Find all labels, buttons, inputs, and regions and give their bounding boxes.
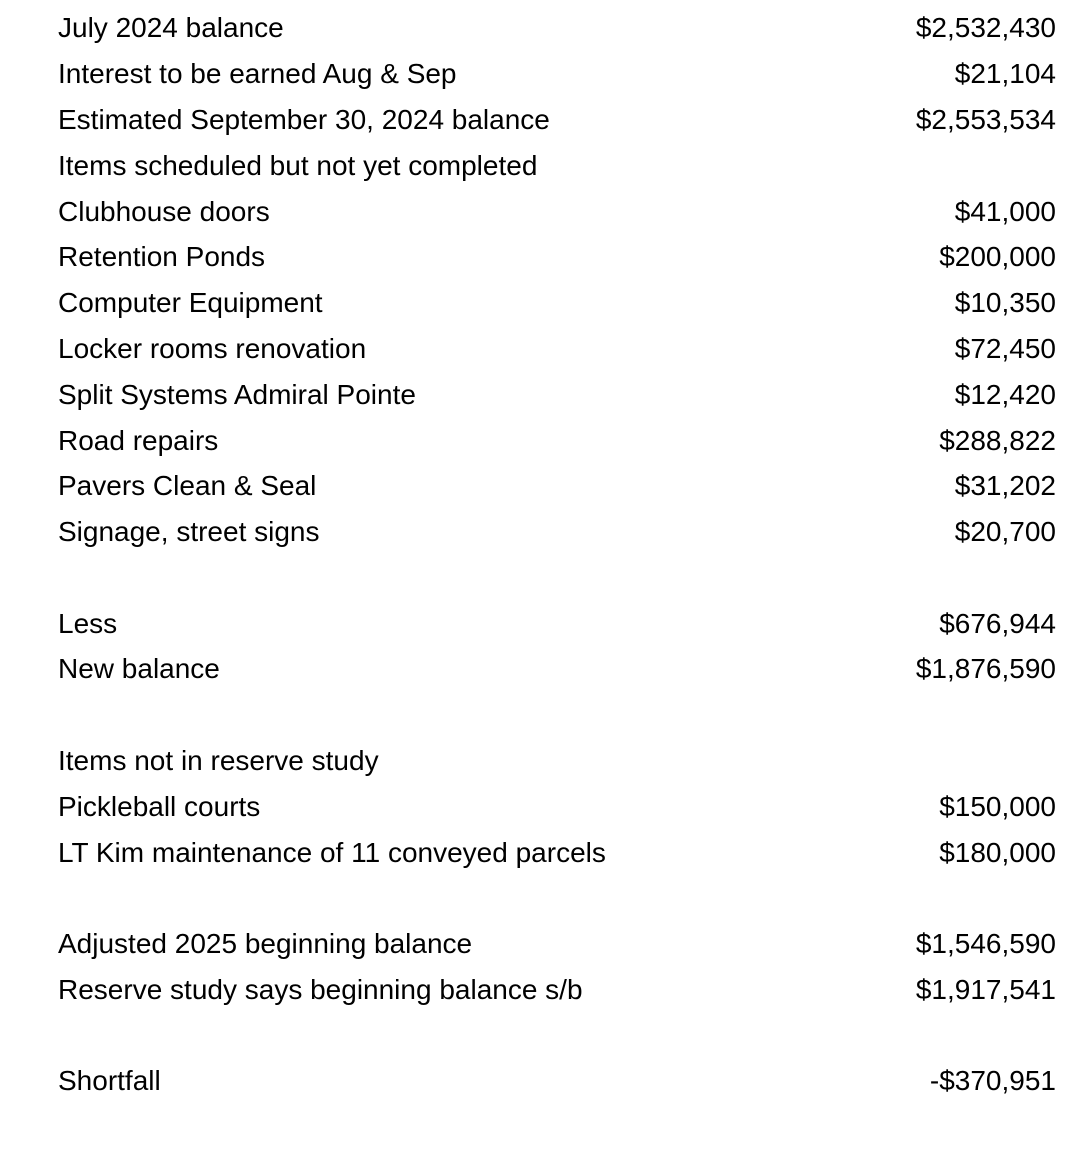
row-interest-aug-sep [58,51,1056,97]
row-adjusted-2025-balance [58,921,1056,967]
row-estimated-sept-balance [58,97,1056,143]
row-lt-kim-maintenance [58,830,1056,876]
row-label: Shortfall [58,1065,161,1096]
row-locker-rooms-renovation [58,326,1056,372]
row-less-total [58,601,1056,647]
row-reserve-study-balance [58,967,1056,1013]
row-amount: $2,553,534 [915,104,1056,135]
row-label: Locker rooms renovation [58,333,367,364]
row-label: Pickleball courts [58,791,261,822]
row-label: Retention Ponds [58,241,266,272]
row-label: Reserve study says beginning balance s/b [58,974,583,1005]
row-amount: $180,000 [939,837,1056,868]
row-new-balance [58,646,1056,692]
row-label: Road repairs [58,425,219,456]
row-pavers-clean-seal [58,463,1056,509]
row-label: Less [58,608,118,639]
section-heading-not-in-reserve-study [58,738,1056,784]
row-amount: $1,876,590 [915,653,1056,684]
section-heading-label: Items not in reserve study [58,745,379,776]
row-amount: $1,917,541 [915,974,1056,1005]
section-heading-scheduled-items [58,143,1056,189]
row-amount: $41,000 [954,196,1056,227]
row-amount: $288,822 [939,425,1056,456]
row-split-systems [58,372,1056,418]
section-heading-label: Items scheduled but not yet completed [58,150,538,181]
row-label: Estimated September 30, 2024 balance [58,104,550,135]
row-pickleball-courts [58,784,1056,830]
row-label: Signage, street signs [58,516,320,547]
row-label: Adjusted 2025 beginning balance [58,928,473,959]
row-label: Interest to be earned Aug & Sep [58,58,457,89]
row-label: July 2024 balance [58,12,284,43]
row-signage [58,509,1056,555]
row-road-repairs [58,418,1056,464]
row-label: Pavers Clean & Seal [58,470,317,501]
row-amount: $150,000 [939,791,1056,822]
row-amount: $72,450 [954,333,1056,364]
row-amount: $2,532,430 [915,12,1056,43]
row-amount: $12,420 [954,379,1056,410]
row-label: Clubhouse doors [58,196,270,227]
row-computer-equipment [58,280,1056,326]
row-shortfall [58,1058,1056,1104]
row-label: LT Kim maintenance of 11 conveyed parcels [58,837,606,868]
row-amount: $200,000 [939,241,1056,272]
row-amount: $20,700 [954,516,1056,547]
row-amount: $31,202 [954,470,1056,501]
row-label: Split Systems Admiral Pointe [58,379,416,410]
row-amount: -$370,951 [929,1065,1056,1096]
row-amount: $21,104 [954,58,1056,89]
row-amount: $1,546,590 [915,928,1056,959]
row-label: New balance [58,653,220,684]
row-clubhouse-doors [58,189,1056,235]
row-july-2024-balance [58,5,1056,51]
row-retention-ponds [58,234,1056,280]
row-amount: $676,944 [939,608,1056,639]
row-amount: $10,350 [954,287,1056,318]
row-label: Computer Equipment [58,287,323,318]
